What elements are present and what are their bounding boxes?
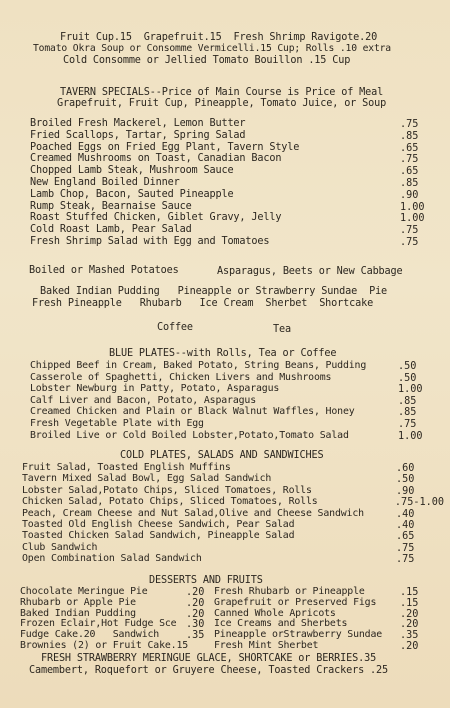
menu-item-price: .20 (400, 641, 419, 652)
menu-item-name: Fresh Vegetable Plate with Egg (30, 418, 204, 429)
menu-item-price: .50 (396, 474, 415, 486)
menu-item-price: .75 (400, 119, 419, 130)
desserts-heading: DESSERTS AND FRUITS (149, 575, 263, 586)
tea-label: Tea (273, 324, 291, 335)
cold-plates-heading: COLD PLATES, SALADS AND SANDWICHES (120, 450, 324, 461)
menu-item-price: 1.00 (400, 213, 425, 225)
menu-item-price: .35 (186, 630, 205, 642)
menu-item-name: New England Boiled Dinner (30, 177, 180, 188)
menu-item-price: .65 (400, 166, 419, 178)
menu-item-name: Fruit Salad, Toasted English Muffins (22, 462, 231, 473)
menu-item-name: Fresh Rhubarb or Pineapple (214, 586, 365, 597)
menu-item-price: .85 (400, 178, 419, 189)
menu-item-name: Roast Stuffed Chicken, Giblet Gravy, Jelly (30, 212, 282, 224)
menu-item-name: Brownies (2) or Fruit Cake.15 (20, 640, 189, 651)
desserts-line-1: Baked Indian Pudding Pineapple or Strawberry Sundae Pie (40, 286, 388, 297)
menu-item-name: Chipped Beef in Cream, Baked Potato, String Beans, Pudding (30, 360, 367, 371)
menu-item-price: 1.00 (398, 384, 423, 396)
menu-item-name: Fudge Cake.20 Sandwich (20, 629, 160, 641)
menu-item-name: Fresh Mint Sherbet (214, 640, 319, 651)
menu-item-price: .15 (400, 587, 419, 598)
menu-item-price: .20 (186, 608, 205, 620)
menu-item-name: Calf Liver and Bacon, Potato, Asparagus (30, 394, 257, 406)
menu-item-price: .65 (396, 531, 415, 543)
menu-item-name: Lobster Salad,Potato Chips, Sliced Tomatoes, Rolls (22, 484, 312, 496)
menu-item-price: .40 (396, 520, 415, 531)
menu-item-price: .35 (400, 630, 419, 642)
menu-item-name: Grapefruit or Preserved Figs (214, 596, 377, 608)
menu-item-name: Chocolate Meringue Pie (20, 586, 148, 597)
menu-item-name: Broiled Live or Cold Boiled Lobster,Potato,Tomato Salad (30, 429, 349, 441)
menu-item-price: .20 (400, 619, 419, 631)
cheese-line: Camembert, Roquefort or Gruyere Cheese, Toasted Crackers .25 (29, 665, 389, 676)
menu-item-name: Fried Scallops, Tartar, Spring Salad (30, 129, 246, 141)
menu-item-name: Toasted Chicken Salad Sandwich, Pineapple Salad (22, 530, 295, 542)
menu-item-price: 1.00 (400, 201, 425, 213)
menu-item-name: Toasted Old English Cheese Sandwich, Pear Salad (22, 519, 295, 530)
menu-item-price: .75-1.00 (394, 497, 444, 509)
menu-item-name: Poached Eggs on Fried Egg Plant, Tavern Style (30, 141, 300, 153)
starters-line: Fruit Cup.15 Grapefruit.15 Fresh Shrimp Ravigote.20 (60, 32, 378, 43)
menu-item-price: 1.00 (398, 430, 423, 442)
menu-item-name: Pineapple orStrawberry Sundae (214, 629, 383, 641)
menu-item-price: .75 (400, 225, 419, 237)
menu-item-name: Casserole of Spaghetti, Chicken Livers and Mushrooms (30, 371, 332, 383)
potatoes-line: Boiled or Mashed Potatoes (29, 265, 179, 276)
menu-item-name: Rump Steak, Bearnaise Sauce (30, 200, 192, 212)
menu-item-name: Chopped Lamb Steak, Mushroom Sauce (30, 165, 234, 177)
menu-item-name: Open Combination Salad Sandwich (22, 553, 202, 565)
menu-item-price: .90 (400, 189, 419, 201)
strawberry-glace-line: FRESH STRAWBERRY MERINGUE GLACE, SHORTCAKE or BERRIES.35 (41, 653, 377, 664)
tavern-specials-heading: TAVERN SPECIALS--Price of Main Course is Price of Meal (60, 87, 384, 98)
blue-plates-heading: BLUE PLATES--with Rolls, Tea or Coffee (109, 348, 337, 359)
menu-item-name: Rhubarb or Apple Pie (20, 596, 136, 608)
menu-item-name: Broiled Fresh Mackerel, Lemon Butter (30, 118, 246, 129)
menu-item-price: .50 (398, 372, 417, 384)
menu-item-name: Creamed Mushrooms on Toast, Canadian Bacon (30, 153, 282, 165)
menu-item-name: Chicken Salad, Potato Chips, Sliced Tomatoes, Rolls (22, 496, 318, 508)
menu-item-name: Creamed Chicken and Plain or Black Walnut Waffles, Honey (30, 406, 355, 418)
menu-item-price: .20 (186, 587, 205, 598)
soups-line: Tomato Okra Soup or Consomme Vermicelli.15 Cup; Rolls .10 extra (33, 43, 391, 54)
menu-item-price: .75 (398, 419, 417, 430)
menu-item-price: .75 (396, 554, 415, 566)
menu-item-name: Canned Whole Apricots (214, 607, 336, 619)
cold-soups-line: Cold Consomme or Jellied Tomato Bouillon .15 Cup (63, 55, 351, 66)
menu-item-price: .90 (396, 485, 415, 497)
menu-item-name: Fresh Shrimp Salad with Egg and Tomatoes (30, 236, 270, 247)
menu-item-name: Frozen Eclair,Hot Fudge Sce (20, 618, 177, 630)
menu-item-price: .75 (400, 154, 419, 166)
menu-item-price: .60 (396, 463, 415, 474)
tavern-specials-appetizers: Grapefruit, Fruit Cup, Pineapple, Tomato Juice, or Soup (57, 98, 387, 109)
menu-item-name: Tavern Mixed Salad Bowl, Egg Salad Sandwich (22, 473, 272, 485)
menu-item-name: Cold Roast Lamb, Pear Salad (30, 224, 192, 236)
menu-item-name: Lobster Newburg in Patty, Potato, Asparagus (30, 383, 280, 395)
menu-item-name: Lamb Chop, Bacon, Sauted Pineapple (30, 188, 234, 200)
menu-item-price: .20 (186, 597, 205, 609)
menu-item-price: .75 (400, 237, 419, 248)
menu-item-price: .30 (186, 619, 205, 631)
menu-item-price: .15 (400, 597, 419, 609)
menu-item-name: Club Sandwich (22, 541, 98, 553)
menu-item-name: Ice Creams and Sherbets (214, 618, 348, 630)
menu-item-price: .40 (396, 508, 415, 520)
menu-item-price: .85 (400, 130, 419, 142)
menu-item-name: Peach, Cream Cheese and Nut Salad,Olive and Cheese Sandwich (22, 507, 364, 519)
menu-item-price: .85 (398, 407, 417, 419)
coffee-label: Coffee (157, 322, 193, 333)
menu-item-price: .75 (396, 542, 415, 554)
desserts-line-2: Fresh Pineapple Rhubarb Ice Cream Sherbet Shortcake (32, 298, 374, 309)
vegetables-line: Asparagus, Beets or New Cabbage (217, 266, 403, 277)
menu-item-price: .20 (400, 608, 419, 620)
menu-item-price: .65 (400, 142, 419, 154)
menu-item-name: Baked Indian Pudding (20, 607, 136, 619)
menu-item-price: .85 (398, 395, 417, 407)
menu-item-price: .50 (398, 361, 417, 372)
